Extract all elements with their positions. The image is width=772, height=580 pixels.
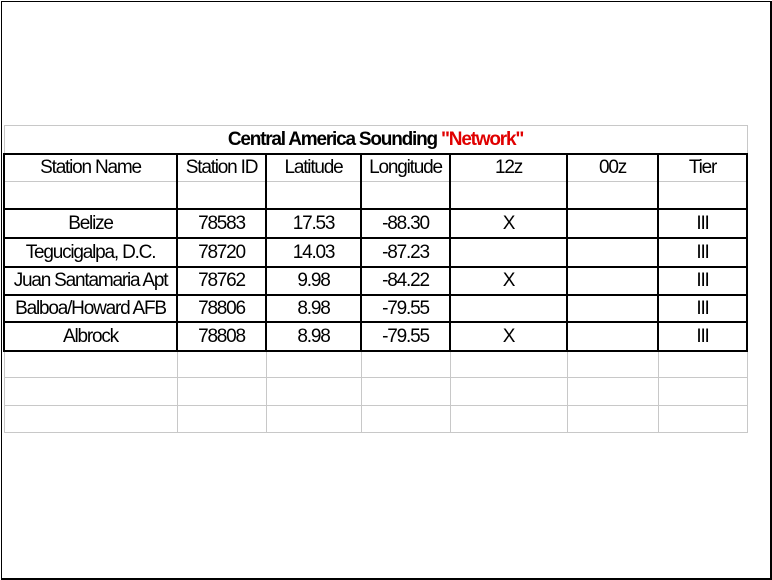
table-cell: [4, 378, 177, 406]
longitude-cell: -84.22: [361, 267, 450, 295]
table-cell: [4, 182, 177, 209]
table-cell: [361, 406, 450, 433]
station-name-cell: Albrock: [4, 322, 177, 351]
header-station-name: Station Name: [4, 154, 177, 182]
latitude-cell: 17.53: [266, 209, 361, 238]
table-title: [4, 126, 747, 154]
station-id-cell: 78808: [177, 322, 266, 351]
12z-cell: [450, 238, 567, 267]
title-row: [4, 126, 747, 154]
table-cell: [450, 182, 567, 209]
empty-row: [4, 351, 747, 378]
00z-cell: [567, 238, 658, 267]
longitude-cell: -79.55: [361, 295, 450, 322]
tier-cell: III: [658, 295, 747, 322]
12z-cell: X: [450, 322, 567, 351]
table-cell: [658, 406, 747, 433]
table-cell: [567, 351, 658, 378]
table-cell: [177, 378, 266, 406]
table-cell: [450, 406, 567, 433]
header-row: [4, 154, 747, 182]
header-station-id: Station ID: [177, 154, 266, 182]
header-00z: 00z: [567, 154, 658, 182]
table-cell: [567, 378, 658, 406]
table-cell: [177, 406, 266, 433]
spacer-row: [4, 182, 747, 209]
longitude-cell: -88.30: [361, 209, 450, 238]
table-cell: [361, 182, 450, 209]
station-name-cell: Tegucigalpa, D.C.: [4, 238, 177, 267]
table-cell: [567, 182, 658, 209]
empty-row: [4, 378, 747, 406]
00z-cell: [567, 295, 658, 322]
table-row: [4, 209, 747, 238]
12z-cell: X: [450, 209, 567, 238]
table-cell: [450, 351, 567, 378]
table-cell: [658, 378, 747, 406]
latitude-cell: 8.98: [266, 295, 361, 322]
00z-cell: [567, 209, 658, 238]
table-row: [4, 295, 747, 322]
longitude-cell: -79.55: [361, 322, 450, 351]
table-cell: [266, 351, 361, 378]
tier-cell: III: [658, 238, 747, 267]
table-cell: [4, 351, 177, 378]
latitude-cell: 14.03: [266, 238, 361, 267]
title-text: Central America Sounding: [227, 128, 441, 150]
station-id-cell: 78806: [177, 295, 266, 322]
title-accent-text: "Network": [440, 128, 524, 150]
latitude-cell: 8.98: [266, 322, 361, 351]
table-cell: [266, 182, 361, 209]
tier-cell: III: [658, 322, 747, 351]
tier-cell: III: [658, 267, 747, 295]
station-id-cell: 78720: [177, 238, 266, 267]
table-row: [4, 322, 747, 351]
12z-cell: X: [450, 267, 567, 295]
table-cell: [450, 378, 567, 406]
empty-row: [4, 406, 747, 433]
station-name-cell: Belize: [4, 209, 177, 238]
00z-cell: [567, 267, 658, 295]
table-row: [4, 267, 747, 295]
station-id-cell: 78762: [177, 267, 266, 295]
station-id-cell: 78583: [177, 209, 266, 238]
table-cell: [567, 406, 658, 433]
header-12z: 12z: [450, 154, 567, 182]
station-name-cell: Juan Santamaria Apt: [4, 267, 177, 295]
table-cell: [266, 378, 361, 406]
header-latitude: Latitude: [266, 154, 361, 182]
longitude-cell: -87.23: [361, 238, 450, 267]
table-cell: [177, 182, 266, 209]
header-longitude: Longitude: [361, 154, 450, 182]
table-cell: [658, 182, 747, 209]
header-tier: Tier: [658, 154, 747, 182]
12z-cell: [450, 295, 567, 322]
table-cell: [361, 378, 450, 406]
tier-cell: III: [658, 209, 747, 238]
table-cell: [177, 351, 266, 378]
station-name-cell: Balboa/Howard AFB: [4, 295, 177, 322]
table-cell: [658, 351, 747, 378]
latitude-cell: 9.98: [266, 267, 361, 295]
00z-cell: [567, 322, 658, 351]
table-cell: [4, 406, 177, 433]
table-cell: [361, 351, 450, 378]
table-row: [4, 238, 747, 267]
table-cell: [266, 406, 361, 433]
sounding-network-table: [3, 125, 748, 433]
